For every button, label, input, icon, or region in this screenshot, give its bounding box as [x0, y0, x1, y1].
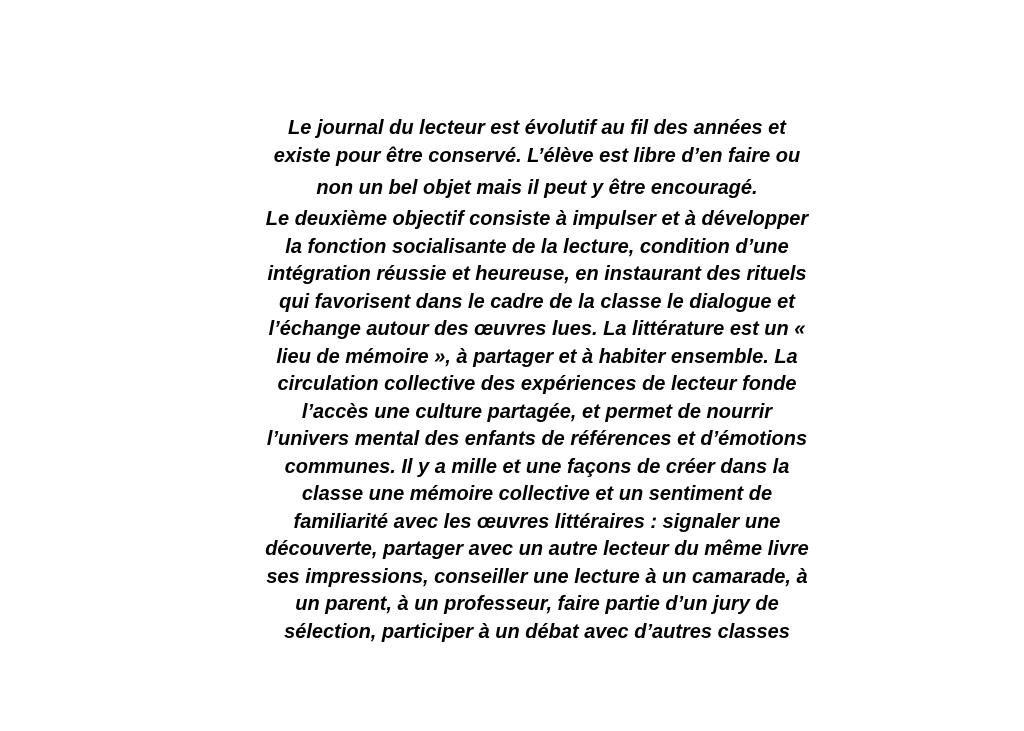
paragraph-journal-du-lecteur: [212, 114, 862, 202]
text-line: qui favorisent dans le cadre de la classe le dialogue et: [279, 290, 795, 313]
text-line: l’échange autour des œuvres lues. La littérature est un «: [268, 318, 806, 340]
text-line: lieu de mémoire », à partager et à habiter ensemble. La: [276, 345, 798, 368]
text-line: intégration réussie et heureuse, en instaurant des rituels: [267, 263, 807, 285]
text-line: l’accès une culture partagée, et permet de nourrir: [301, 400, 773, 423]
text-line: l’univers mental des enfants de références et d’émotions: [266, 428, 808, 450]
text-line: communes. Il y a mille et une façons de créer dans la: [284, 455, 790, 478]
text-line: non un bel objet mais il peut y être encouragé.: [316, 177, 758, 199]
text-line: ses impressions, conseiller une lecture à un camarade, à: [266, 565, 808, 588]
text-block: [212, 114, 862, 646]
text-line: la fonction socialisante de la lecture, condition d’une: [285, 235, 789, 258]
text-line: existe pour être conservé. L’élève est libre d’en faire ou: [273, 145, 801, 167]
text-line: Le journal du lecteur est évolutif au fil des années et: [288, 117, 786, 139]
text-line: découverte, partager avec un autre lecteur du même livre: [265, 538, 809, 560]
text-line: un parent, à un professeur, faire partie d’un jury de: [295, 593, 779, 615]
text-line: familiarité avec les œuvres littéraires : signaler une: [293, 510, 781, 533]
text-line: sélection, participer à un débat avec d’autres classes: [284, 620, 790, 643]
paragraph-deuxieme-objectif: [212, 206, 862, 646]
text-line: circulation collective des expériences de lecteur fonde: [277, 373, 797, 395]
text-line: Le deuxième objectif consiste à impulser et à développer: [265, 208, 809, 230]
text-line: classe une mémoire collective et un sentiment de: [301, 483, 773, 505]
